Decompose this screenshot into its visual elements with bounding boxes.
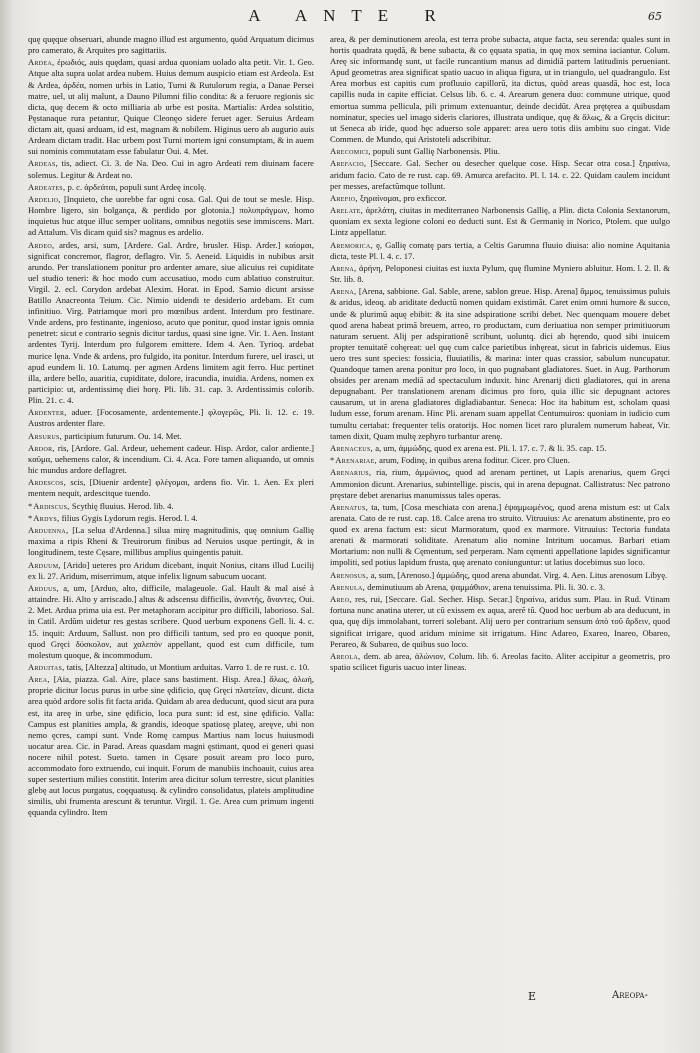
- entry-headword: Arenaceus,: [330, 442, 374, 453]
- entry-headword: Ardescos,: [28, 477, 67, 488]
- entry-headword: Ardenter,: [28, 407, 67, 418]
- dictionary-entry: [28, 34, 314, 56]
- dictionary-entry: [28, 525, 314, 558]
- dictionary-entry: [330, 443, 670, 454]
- entry-definition: deminutiuum ab Arena, ψαμμάθιον, arena tenuissima. Pli. li. 30. c. 3.: [367, 581, 605, 592]
- entry-definition: aduer. [Focosamente, ardentemente.] φλογερῶς, Pli. li. 12. c. 19. Austros ardenter flare.: [28, 407, 314, 429]
- entry-definition: area, & per deminutionem areola, est terra probe subacta, atque facta, seu serenda: quales sunt in hortis quadrata quędā, & bene subacta, & co ęquata spatia, in quę mox semina iaciantur. Colum. Areę sic informandę sunt, ut facile runcantium manus ad dimidiā partem latitudinis perueniant. Apud geometras area significat spatio uacuo in aliqua figura, ut in triangulo, uel quadrangulo. Est Area morbus est capitis cum profluuio capillorū, ita dictus, quòd areas quasdā, hoc est, loca capillis nuda in capite efficiat. Celsus lib. 6. c. 4. Arearum genera duo: commune utrique, quod emortua summa pellicula, pili primum extenuantur, deinde decidūt. Area prętęrea a quibusdam nominatur, species uel imago sideris clariores, illustrata undique, quę & ἅλως, & a Gręcis dicitur: ut Seneca ab iride, quod hęc aduerso sole apparet: area uero totis diis ambitu suo cingat. Vide Commen. de Mundo, qui Aristoteli adscribitur.: [330, 34, 670, 144]
- dictionary-entry: [28, 194, 314, 238]
- page-number: 65: [648, 10, 662, 23]
- dictionary-entry: [28, 240, 314, 406]
- dictionary-entry: [330, 146, 670, 157]
- entry-headword: Arenula,: [330, 581, 366, 592]
- dictionary-entry: [330, 570, 670, 581]
- entry-headword: Arduitas,: [28, 661, 65, 672]
- entry-definition: a, um, ἀμμώδης, quod ex arena est. Pli. l. 17. c. 7. & li. 35. cap. 15.: [375, 442, 607, 453]
- dictionary-entry: [330, 34, 670, 145]
- dictionary-entry: [330, 455, 670, 466]
- entry-definition: [Inquieto, che uorebbe far ogni cosa. Gal. Qui de tout se mesle. Hisp. Hombre ligero, sin bolgança, & perdido por glotonia.] πολυπράγμων, homo inquietus huc atque illuc semper uolitans, omnibus negotiis sese immiscens. Mart. ad Attalum. Vis dicam quid sis? magnus es ardelio.: [28, 194, 314, 238]
- entry-headword: Ardeates,: [28, 181, 66, 192]
- signature-mark: E: [528, 990, 537, 1003]
- dictionary-entry: [330, 158, 670, 191]
- dictionary-entry: [28, 443, 314, 476]
- entry-asterisk: *: [28, 500, 33, 511]
- entry-definition: arum, Fodinę, in quibus arena foditur. Cicer. pro Cluen.: [379, 455, 570, 466]
- entry-definition: ξηραίνομαι, pro exficcor.: [359, 192, 447, 203]
- dictionary-entry: [28, 477, 314, 499]
- entry-headword: Area,: [28, 674, 50, 685]
- entry-headword: Ardys,: [33, 513, 60, 523]
- entry-definition: scis, [Diuenir ardente] φλέγομαι, ardens fio. Vir. 1. Aen. Ex pleri mentem nequit, ardescitque tuendo.: [28, 477, 314, 499]
- entry-definition: p. c. ἀρδεάται, populi sunt Ardeę incolę.: [67, 181, 207, 192]
- dictionary-entry: [330, 651, 670, 673]
- entry-headword: Arduum,: [28, 559, 61, 570]
- entry-definition: [Seccare. Gal. Secher ou desecher quelque cose. Hisp. Secar otra cosa.] ξηραίνω, aridum facio. Cato de re rust. cap. 69. Amurca arefacito. Pl. l. 14. c. 22. Quidam caulem incidunt per messes, arefactũmque tollunt.: [330, 158, 670, 191]
- dictionary-entry: [28, 501, 314, 512]
- dictionary-entry: [28, 513, 314, 524]
- entry-headword: Areo,: [330, 594, 352, 605]
- dictionary-entry: [330, 594, 670, 649]
- entry-definition: tis, adiect. Ci. 3. de Na. Deo. Cui in agro Ardeati rem diuinam facere solemus. Legitur & Ardeat no.: [28, 158, 314, 180]
- entry-headword: Arena,: [330, 263, 357, 273]
- entry-definition: ę, Gallię comatę pars tertia, a Celtis Garumna fluuio diuisa: alio nomine Aquitania dicta, teste Pl. l. 4. c. 17.: [330, 239, 670, 261]
- entry-definition: ἀρήνη, Peloponesi ciuitas est iuxta Pylum, quę flumine Myniero abluitur. Hom. l. 2. Il. & Str. lib. 8.: [330, 263, 670, 285]
- entry-definition: ἀρελάτη, ciuitas in mediterraneo Narbonensis Gallię, a Plin. dicta Colonia Sextanorum, quoniam ex sexta legione coloni eo deducti sunt. Est & Germanię in Norico, Ptolem. que uulgo Lintz appellatur.: [330, 205, 670, 238]
- entry-headword: Arenarius,: [330, 467, 372, 478]
- entry-definition: ardes, arsi, sum, [Ardere. Gal. Ardre, brusler. Hisp. Arder.] καίομαι, significat concremor, flagror, deflagro. Vir. 5. Aeneid. Liquidis in nubibus arsit arundo. Per translationem ponitur pro ardenter amare, siue alicuius rei cupiditate uel studio teneri: & hoc modo cum accusatiuo, modo cum ablatiuo construitur. Virgil. 2. ecl. Corydon ardebat Alexim. Horat. in Epod. Samio dicunt arsisse Batillo Anacreonta Teium. Cic. Nimio uidendi te desiderio ardebam. Et cum infinitiuo. Virg. Patriamque mori pro mœnibus ardent. Interdum pro festinare. Vnde ardens, pro festinante, ingenioso, acuto que ponitur, quod instar ignis omnia penetret: sicut e contrario segnis dicitur tardus, quasi sine igne. Vir. 1. Aen. Instant ardentes Tyrij. Interdum pro fulgorem emittere. Idem 4. Aen. Tyrioq. ardebat murice lęna. Vnde & ardens, pro fulgido, ita ponitur. Interdum furere, uel irasci, ut apud eundem li. 10. Latumq. per agmen Ardens limitem agit ferro. Huc pertinet illa, ardere bello, auaritia, cupiditate, dolore, iracundia, inuidia. Ardens, nomen ex participio: ut, ardentissimę diei horę. Pli. lib. 31. cap. 3. Ardentissimis colorib. Plin. 21. c. 4.: [28, 239, 314, 405]
- dictionary-entry: [28, 674, 314, 818]
- entry-headword: Arefacio,: [330, 158, 367, 169]
- dictionary-entry: [28, 407, 314, 429]
- entry-headword: Ardor,: [28, 442, 55, 453]
- left-column: [28, 34, 314, 974]
- entry-definition: a, um, [Arduo, alto, difficile, malageuole. Gal. Hault & mal aisé à attaindre. Hi. Alto y arriscado.] altus & adscensu difficilis, ἀναντής, ἄναντες, Oui. 2. Met. Ardua prima uia est. Per metaphoram accipitur pro difficili, laborioso. Sal. in Catil. Ardũm uidetur res gestas scribere. Quod uerbum exponens Gell. li. 4. c. 15. inquit: Arduum, Sallust. non pro difficili tantum, sed pro eo quoque ponit, quod Gręci δύσκολον, aut χαλεπόν appellant, quod est cum difficile, tum molestum quoque, & incommodum.: [28, 583, 314, 660]
- entry-definition: res, rui, [Seccare. Gal. Secher. Hisp. Secar.] ξηραίνω, aridus sum. Plau. in Rud. Vtinam fortuna nunc anatina uterer, ut cū exissem ex aqua, arerē tū. Quod hoc uerbum ab ara deducunt, in qua, quę dijs immolabant, torreri solebant. Alij uero per contrarium sensum ἀπὸ τοῦ ἄρδειν, quod significat irrigare, quod aridum minime sit irrigatum. Hinc Adareo, Exareo, Inareo, Obareo, Perareo, & Subareo, de quibus suo loco.: [330, 594, 670, 649]
- entry-headword: Arduenna,: [28, 525, 69, 536]
- entry-headword: Arduus,: [28, 583, 59, 594]
- dictionary-entry: [28, 182, 314, 193]
- entry-headword: Arenatus,: [330, 501, 369, 512]
- dictionary-entry: [330, 286, 670, 441]
- entry-definition: [Arena, sabbione. Gal. Sable, arene, sablon greue. Hisp. Arena] ἄμμος, tenuissimus puluis & aridus, ideoq. ab ariditate deductũ nomen quidam existimāt. Caret enim omni humore & succo, unde & plurimū aquę ebibit: & ita sine adspiratione scribi debet. Nec quenquam mouere debet quod arena habeat primā breuem, arreo, ro productam, cum deriuatiua non semper primitiuorum naturam seruent. Alij per adspirationē scribunt, uoluntq. dici ab hęrendo, quod sibi inuicem propter tenuitatē cohęreat: uel quę cum calce parietibus inhęreat, sicut in fabricis uidemus. Eius uero tres sunt species: fossicia, fluuiatilis, & marina: inter quas crassior, sabulum nuncupatur. Quandoque tamen arena ponitur pro loco, in quo pugnabant gladiatores. Suet. in Aug. Parthorum obsides per arenam mediā ad spectaculum induxit. hinc Arenarij dicti gladiatores, qui in arena depugnabant. Per translationem arenam dicimus pro foro, quia illic sic depugnant actores causarum, ut in arena gladiatores digladiabantur. Seneca: Hoc ita habitum est, scholam quasi ludum esse, forum arenam. Hinc Pli. arenam suam appellat Centumuiros: quoniam in iudicio cum tumultu certabat: frequenter telis oratorijs. Hoc nomen licet raro pluralem numerum habeat, Vir. tamen dixit, Quam multę zephyro turbantur arenę.: [330, 286, 670, 441]
- entry-definition: ria, rium, ἀμμώνιος, quod ad arenam pertinet, ut Lapis arenarius, quem Gręci Ammonion dicunt. Arenarius, subintellige. piscis, qui in arena depugnat. Callistratus: Nec patrono pręstare debet arenarius manumissus tales operas.: [330, 467, 670, 500]
- dictionary-entry: [28, 560, 314, 582]
- dictionary-entry: [330, 205, 670, 238]
- entry-definition: [La selua d'Ardenna.] silua mirę magnitudinis, quę omnium Gallię maxima a ripis Rheni & Treuirorum finibus ad Neruios usque pertingit, & in longitudinem, teste Cęsare, millibus amplius quingentis patuit.: [28, 525, 314, 558]
- page-header: [0, 4, 700, 28]
- entry-asterisk: *: [330, 455, 335, 466]
- entry-definition: populi sunt Gallię Narbonensis. Pliu.: [372, 146, 500, 157]
- dictionary-entry: [28, 583, 314, 661]
- dictionary-entry: [330, 263, 670, 285]
- entry-headword: Areola,: [330, 650, 361, 661]
- entry-headword: Arenosus,: [330, 569, 369, 580]
- entry-headword: Ardelio,: [28, 194, 61, 205]
- entry-headword: Arena,: [330, 286, 357, 297]
- dictionary-entry: [330, 467, 670, 500]
- page-footer: [0, 990, 700, 1010]
- entry-definition: participium futurum. Ou. 14. Met.: [64, 430, 182, 441]
- catchword: Areopa-: [612, 990, 648, 1001]
- entry-headword: Arenariae,: [335, 455, 377, 466]
- entry-headword: Ardeo,: [28, 239, 55, 250]
- dictionary-entry: [28, 57, 314, 157]
- running-head: A ANTE R: [248, 6, 452, 25]
- entry-definition: filius Gygis Lydorum regis. Herod. l. 4.: [61, 513, 198, 523]
- dictionary-entry: [330, 240, 670, 262]
- entry-headword: Aremorica,: [330, 239, 374, 250]
- entry-headword: Ardeas,: [28, 158, 59, 169]
- right-column: [330, 34, 670, 974]
- entry-asterisk: *: [28, 513, 33, 523]
- entry-definition: Scythię fluuius. Herod. lib. 4.: [71, 500, 174, 511]
- entry-definition: a, sum, [Arenoso.] ἀμμώδης, quod arena abundat. Virg. 4. Aen. Litus arenosum Libyę.: [370, 569, 668, 580]
- entry-definition: ta, tum, [Cosa meschiata con arena.] ἐψαμμωμένος, quod arena mistum est: ut Calx arenata. Cato de re rust. cap. 18. Calce arena tro struito. Vitruuius: Ac arenatum abstinente, pro eo quod ex arena factum est: sicut Marmoratum, quod ex marmore. Vitruuius: Tectoria fundata arenati & marmorati soliditate. Arenatum alio nomine Intritum uocamus. Barbari etiam Mortarium: non nulli & Cęmentum, sed perperam. Nam cęmenti appellatione lapides significantur impoliti, sed potius lapidum frusta, quę arenato coniunguntur: ut latius docebimus suo loco.: [330, 501, 670, 568]
- entry-headword: Ardea,: [28, 57, 55, 68]
- entry-definition: ἐρωδιός, auis quędam, quasi ardua quoniam uolado alta petit. Vir. 1. Geo. Atque alta supra uolat ardea nubem. Huius demum auspicio etiam est Ardeola. Est & Ardea, ἀρδέα, nomen urbis in Latio, Turni & Rutulorum regia, a Danae Persei matre, uel, ut alij malunt, a Dauno Pilumni filio condita: & a feruore regionis sic dicta, quę decem & octo milliaria ab urbe est posita. Martialis: Ardea solstitio, Pęstanaque rura petantur, Quique Cleonęo sidere feruet ager. Seruius Ardeam dictam ait, quasi arduam, id est, magnam & nobilem. Higinus uero ab augurio auis Ardeam dictam tradit. Hac urbem post Turni mortem igni consumptam, & in auem sui nominis commutatam esse fabulatur Oui. 4. Met.: [28, 57, 314, 157]
- dictionary-entry: [330, 193, 670, 204]
- entry-headword: Arefio,: [330, 192, 358, 203]
- entry-headword: Arelate,: [330, 205, 364, 216]
- entry-definition: [Aia, piazza. Gal. Aire, place sans bastiment. Hisp. Area.] ἅλως, ἀλωή, proprie dicitur locus purus in urbe sine ędificio, quę Gręci πλατεῖαν, dicunt. dicta area quòd ardore solis fit facta arida. Quidam ab area deducunt, quod sicut ara pura est, ita areę in urbe, sine ędificio, loca pura sunt: id est, sine ędificio. Valla: Campus est planities ampla, & grandis, ideoque spatiosę plateę, areęve, ubi non nemo ęcres, campi sunt. Vnde Romę campus Martius nam locus huiusmodi uocatur area. Cic. in Parad. Areas quasdam magni ęstimant, quod ei generi quasi nocere nihil potest. Sueto. tamen in Cęsare posuit aream pro loco puro, accommodato foro extruendo, cui inquit. Forum de manubiis inchoauit, cuius area super sestertium milies constitit. Interim area dicitur solum terrestre, sicut planities glebę aut locus purgatus, coęquatusq. & cylindro consolidatus, plateis amplitudine similis, ubi frumenta arescunt & teruntur. Virgil. 1. Ge. Area cum primum ingenti ęquanda cylindro. Item: [28, 674, 314, 818]
- entry-definition: dem. ab area, ἁλώνιον, Colum. lib. 6. Areolas facito. Aliter accipitur a geometris, pro spatio scilicet figuris uacuo inter lineas.: [330, 650, 670, 672]
- dictionary-entry: [28, 431, 314, 442]
- entry-headword: Arecomici,: [330, 146, 371, 157]
- entry-definition: quę quęque obseruari, abunde magno illud est argumento, quòd Arquatum dicimus pro camerato, & Arquites pro sagittariis.: [28, 34, 314, 56]
- entry-headword: Arsurus,: [28, 430, 63, 441]
- dictionary-entry: [330, 582, 670, 593]
- entry-definition: [Arido] ueteres pro Aridum dicebant, inquit Nonius, citans illud Lucilij ex li. 27. Aridum, miserrimum, atque infelix lignum sabucum uocant.: [28, 559, 314, 581]
- dictionary-entry: [28, 662, 314, 673]
- entry-headword: Ardiscus,: [33, 500, 70, 511]
- dictionary-entry: [330, 502, 670, 569]
- entry-definition: tatis, [Altezza] altitudo, ut Montium arduitas. Varro 1. de re rust. c. 10.: [66, 661, 310, 672]
- dictionary-entry: [28, 158, 314, 180]
- entry-definition: ris, [Ardore. Gal. Ardeur, uehement cadeur. Hisp. Ardor, calor ardiente.] καῦμα, uehemens calor, & incendium. Ci. 4. Aca. Fore tamen aliquando, ut omnis hic mundus ardore deflagret.: [28, 442, 314, 476]
